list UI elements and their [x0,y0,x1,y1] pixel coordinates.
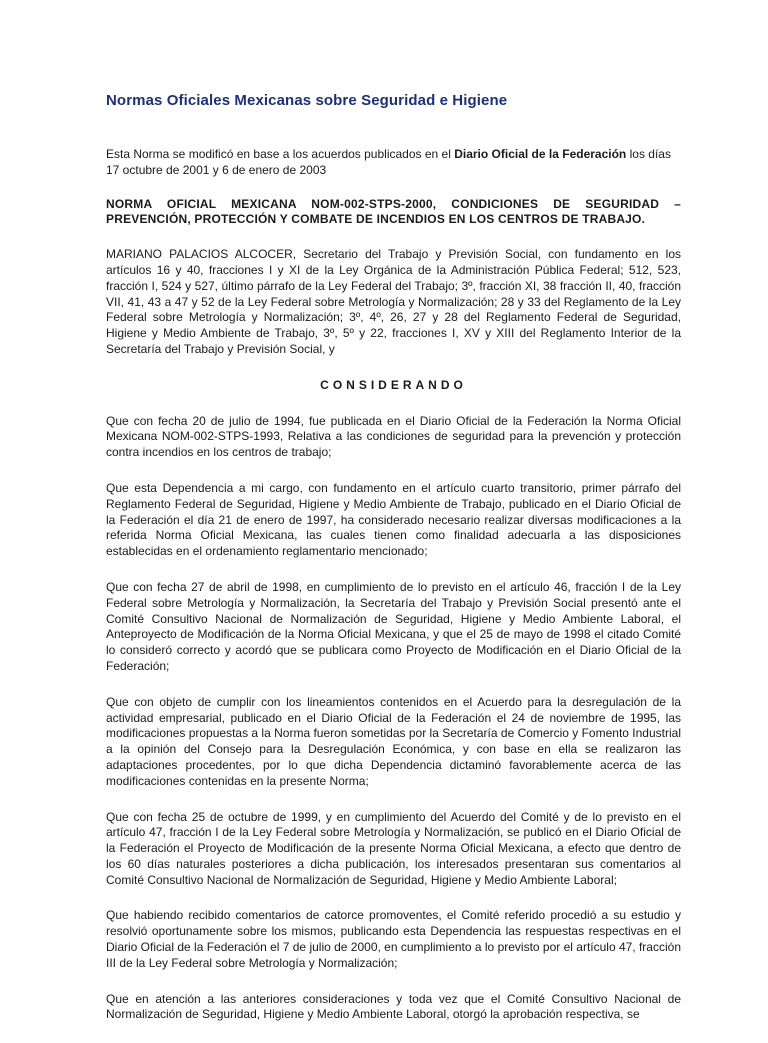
intro-text-after: los días 17 octubre de 2001 y 6 de enero de 2003 [106,147,671,177]
considerando-paragraph-1: Que con fecha 20 de julio de 1994, fue publicada en el Diario Oficial de la Federación la Norma Oficial Mexicana NOM-002-STPS-1993, Relativa a las condiciones de seguridad para la prevención y protección contra incendios en los centros de trabajo; [106,413,681,460]
considerando-paragraph-2: Que esta Dependencia a mi cargo, con fundamento en el artículo cuarto transitorio, primer párrafo del Reglamento Federal de Seguridad, Higiene y Medio Ambiente de Trabajo, publicado en el Diario Oficial de la Federación el día 21 de enero de 1997, ha considerado necesario realizar diversas modificaciones a la referida Norma Oficial Mexicana, las cuales tienen como finalidad adecuarla a las disposiciones establecidas en el ordenamiento reglamentario mencionado; [106,480,681,559]
intro-text-before: Esta Norma se modificó en base a los acuerdos publicados en el [106,147,455,161]
intro-paragraph [106,147,681,179]
considerando-paragraph-5: Que con fecha 25 de octubre de 1999, y en cumplimiento del Acuerdo del Comité y de lo previsto en el artículo 47, fracción I de la Ley Federal sobre Metrología y Normalización, se publicó en el Diario Oficial de la Federación el Proyecto de Modificación de la presente Norma Oficial Mexicana, a efecto que dentro de los 60 días naturales posteriores a dicha publicación, los interesados presentaran sus comentarios al Comité Consultivo Nacional de Normalización de Seguridad, Higiene y Medio Ambiente Laboral; [106,809,681,887]
document-page [106,92,681,1043]
considerando-paragraph-3: Que con fecha 27 de abril de 1998, en cumplimiento de lo previsto en el artículo 46, fracción I de la Ley Federal sobre Metrología y Normalización, la Secretaría del Trabajo y Previsión Social presentó ante el Comité Consultivo Nacional de Normalización de Seguridad, Higiene y Medio Ambiente Laboral, el Anteproyecto de Modificación de la Norma Oficial Mexicana, y que el 25 de mayo de 1998 el citado Comité lo consideró correcto y acordó que se publicara como Proyecto de Modificación en el Diario Oficial de la Federación; [106,579,681,673]
considerando-heading: CONSIDERANDO [320,377,467,392]
considerando-paragraph-7: Que en atención a las anteriores consideraciones y toda vez que el Comité Consultivo Nacional de Normalización de Seguridad, Higiene y Medio Ambiente Laboral, otorgó la aprobación respectiva, se [106,991,681,1022]
considerando-paragraph-6: Que habiendo recibido comentarios de catorce promoventes, el Comité referido procedió a su estudio y resolvió oportunamente sobre los mismos, publicando esta Dependencia las respuestas respectivas en el Diario Oficial de la Federación el 7 de julio de 2000, en cumplimiento a lo previsto por el artículo 47, fracción III de la Ley Federal sobre Metrología y Normalización; [106,908,681,970]
preamble-paragraph: MARIANO PALACIOS ALCOCER, Secretario del Trabajo y Previsión Social, con fundamento en los artículos 16 y 40, fracciones I y XI de la Ley Orgánica de la Administración Pública Federal; 512, 523, fracción I, 524 y 527, último párrafo de la Ley Federal del Trabajo; 3º, fracción XI, 38 fracción II, 40, fracción VII, 41, 43 a 47 y 52 de la Ley Federal sobre Metrología y Normalización; 28 y 33 del Reglamento de la Ley Federal sobre Metrología y Normalización; 3º, 4º, 26, 27 y 28 del Reglamento Federal de Seguridad, Higiene y Medio Ambiente de Trabajo, 3º, 5º y 22, fracciones I, XV y XIII del Reglamento Interior de la Secretaría del Trabajo y Previsión Social, y [106,247,681,356]
document-title: Normas Oficiales Mexicanas sobre Seguridad e Higiene [106,92,508,109]
considerando-paragraph-4: Que con objeto de cumplir con los lineamientos contenidos en el Acuerdo para la desregulación de la actividad empresarial, publicado en el Diario Oficial de la Federación el 24 de noviembre de 1995, las modificaciones propuestas a la Norma fueron sometidas por la Secretaría de Comercio y Fomento Industrial a la opinión del Consejo para la Desregulación Económica, y con base en ella se realizaron las adaptaciones procedentes, por lo que dicha Dependencia dictaminó favorablemente acerca de las modificaciones contenidas en la presente Norma; [106,694,681,788]
norm-title: NORMA OFICIAL MEXICANA NOM-002-STPS-2000, CONDICIONES DE SEGURIDAD – PREVENCIÓN, PROTECCIÓN Y COMBATE DE INCENDIOS EN LOS CENTROS DE TRABAJO. [106,196,681,227]
intro-bold-diario: Diario Oficial de la Federación [454,147,627,161]
